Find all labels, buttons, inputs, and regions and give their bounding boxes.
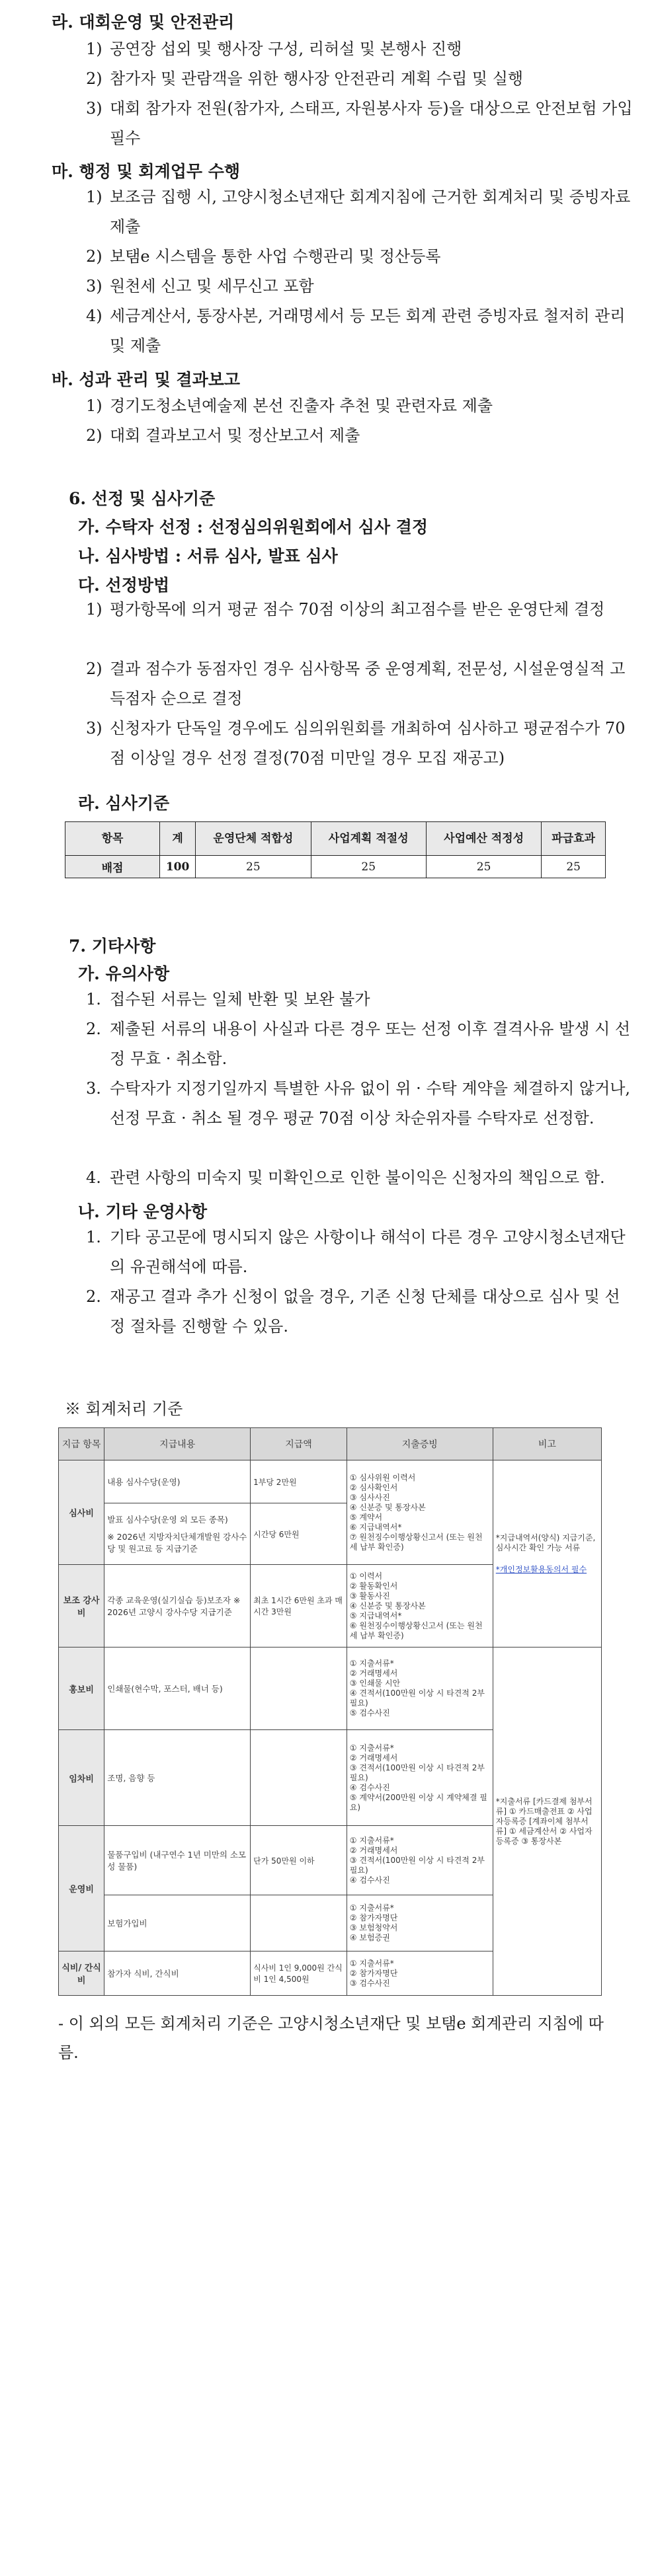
category-cell: 홍보비	[59, 1648, 104, 1730]
table-cell: 내용 심사수당(운영)	[104, 1460, 251, 1503]
table-cell: 1부당 2만원	[251, 1460, 347, 1503]
table-header-cell: 운영단체 적합성	[196, 822, 311, 856]
table-row	[59, 1460, 602, 1503]
evidence-cell	[347, 1951, 493, 1996]
evidence-line: ⑥ 지급내역서*	[349, 1522, 402, 1532]
sub-heading-ga: 가. 유의사항	[78, 964, 170, 983]
list-item: 4. 관련 사항의 미숙지 및 미확인으로 인한 불이익은 신청자의 책임으로 함.	[86, 1168, 605, 1187]
table-header-cell: 사업계획 적절성	[311, 822, 426, 856]
table-header-cell: 파급효과	[542, 822, 606, 856]
criteria-table	[65, 821, 606, 878]
privacy-consent-link[interactable]: *개인정보활용동의서 필수	[495, 1564, 587, 1574]
evidence-line: ③ 보험청약서	[349, 1923, 398, 1932]
accounting-note: - 이 외의 모든 회계처리 기준은 고양시청소년재단 및 보탬e 회계관리 지침에 따름.	[58, 2014, 604, 2062]
table-cell: 25	[196, 856, 311, 878]
table-row	[65, 856, 606, 878]
table-header-row	[65, 822, 606, 856]
table-cell: 단가 50만원 이하	[251, 1826, 347, 1895]
evidence-line: ① 지출서류*	[349, 1903, 394, 1913]
table-cell: 25	[542, 856, 606, 878]
table-cell: 참가자 식비, 간식비	[104, 1951, 251, 1996]
evidence-line: ④ 검수사진	[349, 1782, 390, 1792]
evidence-line: ① 지출서류*	[349, 1835, 394, 1845]
evidence-cell	[347, 1565, 493, 1648]
table-header-cell: 항목	[65, 822, 160, 856]
list-item: 1. 접수된 서류는 일체 반환 및 보완 불가	[86, 990, 370, 1008]
evidence-line: ⑥ 원천징수이행상황신고서 (또는 원천세 납부 확인증)	[349, 1620, 483, 1640]
evidence-line: ② 거래명세서	[349, 1845, 398, 1855]
sub-heading-na: 나. 기타 운영사항	[78, 1202, 208, 1221]
list-item: 3. 수탁자가 지정기일까지 특별한 사유 없이 위 · 수탁 계약을 체결하지 않거나, 선정 무효 · 취소 될 경우 평균 70점 이상 차순위자를 수탁자로 선정함.	[86, 1079, 631, 1127]
list-item: 3) 대회 참가자 전원(참가자, 스태프, 자원봉사자 등)을 대상으로 안전보험 가입 필수	[86, 99, 633, 147]
category-cell: 운영비	[59, 1826, 104, 1951]
sub-heading-ga: 가. 수탁자 선정 : 선정심의위원회에서 심사 결정	[78, 517, 429, 537]
evidence-cell	[347, 1460, 493, 1565]
evidence-cell	[347, 1826, 493, 1895]
table-header-cell: 비고	[493, 1428, 601, 1460]
table-cell: 물품구입비 (내구연수 1년 미만의 소모성 물품)	[104, 1826, 251, 1895]
list-item: 2) 결과 점수가 동점자인 경우 심사항목 중 운영계획, 전문성, 시설운영실적 고득점자 순으로 결정	[86, 660, 626, 708]
category-cell: 임차비	[59, 1730, 104, 1826]
accounting-table	[58, 1427, 602, 1996]
section-heading-ra: 라. 대회운영 및 안전관리	[52, 13, 235, 32]
evidence-line: ③ 검수사진	[349, 1978, 390, 1988]
evidence-line: ① 지출서류*	[349, 1743, 394, 1753]
section-heading-7: 7. 기타사항	[69, 936, 156, 956]
list-item: 4) 세금계산서, 통장사본, 거래명세서 등 모든 회계 관련 증빙자료 철저히 관리 및 제출	[86, 307, 626, 355]
list-item: 2) 보탬e 시스템을 통한 사업 수행관리 및 정산등록	[86, 247, 441, 266]
evidence-line: ② 심사확인서	[349, 1482, 398, 1492]
evidence-line: ② 참가자명단	[349, 1968, 398, 1978]
accounting-title: ※ 회계처리 기준	[65, 1400, 183, 1418]
cell-text: ※ 2026년 지방자치단체개발원 강사수당 및 원고료 등 지급기준	[107, 1532, 247, 1554]
evidence-line: ② 참가자명단	[349, 1913, 398, 1922]
evidence-line: ③ 견적서(100만원 이상 시 타견적 2부 필요)	[349, 1762, 485, 1782]
evidence-cell	[347, 1895, 493, 1951]
evidence-line: ④ 신분증 및 통장사본	[349, 1601, 426, 1610]
evidence-line: ④ 검수사진	[349, 1875, 390, 1885]
list-item: 1) 경기도청소년예술제 본선 진출자 추천 및 관련자료 제출	[86, 397, 493, 415]
table-cell	[251, 1730, 347, 1826]
evidence-line: ⑤ 계약서(200만원 이상 시 계약체결 필요)	[349, 1792, 487, 1812]
list-item: 2. 제출된 서류의 내용이 사실과 다른 경우 또는 선정 이후 결격사유 발생 시 선정 무효 · 취소함.	[86, 1020, 631, 1068]
evidence-line: ① 지출서류*	[349, 1659, 394, 1668]
list-item: 2) 참가자 및 관람객을 위한 행사장 안전관리 계획 수립 및 실행	[86, 69, 524, 88]
category-cell: 보조 강사비	[59, 1565, 104, 1648]
cell-text: 발표 심사수당(운영 외 모든 종목)	[107, 1515, 228, 1525]
section-heading-ma: 마. 행정 및 회계업무 수행	[52, 162, 241, 181]
evidence-line: ① 지출서류*	[349, 1958, 394, 1968]
evidence-line: ② 거래명세서	[349, 1753, 398, 1762]
evidence-cell	[347, 1730, 493, 1826]
evidence-line: ④ 보험증권	[349, 1933, 390, 1942]
remark-cell	[493, 1460, 601, 1648]
evidence-line: ⑤ 계약서	[349, 1512, 383, 1522]
category-cell: 식비/ 간식비	[59, 1951, 104, 1996]
table-cell	[251, 1648, 347, 1730]
evidence-line: ④ 신분증 및 통장사본	[349, 1502, 426, 1512]
sub-heading-ra: 라. 심사기준	[78, 794, 170, 813]
evidence-line: ③ 견적서(100만원 이상 시 타견적 2부 필요)	[349, 1855, 485, 1875]
evidence-line: ③ 인쇄물 시안	[349, 1679, 401, 1688]
remark-text: *지급내역서(양식) 지급기준, 심사시간 확인 가능 서류	[495, 1533, 596, 1552]
table-row	[59, 1648, 602, 1730]
table-cell: 조명, 음향 등	[104, 1730, 251, 1826]
list-item: 1) 평가항목에 의거 평균 점수 70점 이상의 최고점수를 받은 운영단체 결정	[86, 600, 605, 619]
evidence-line: ② 거래명세서	[349, 1669, 398, 1678]
table-header-cell: 지출증빙	[347, 1428, 493, 1460]
table-cell: 배점	[65, 856, 160, 878]
list-item: 2. 재공고 결과 추가 신청이 없을 경우, 기존 신청 단체를 대상으로 심사 및 선정 절차를 진행할 수 있음.	[86, 1287, 620, 1336]
evidence-line: ② 활동확인서	[349, 1581, 398, 1591]
remark-text: *지출서류 [카드결제 첨부서류] ① 카드매출전표 ② 사업자등록증 [계좌이체 첨부서류] ① 세금계산서 ② 사업자등록증 ③ 통장사본	[495, 1796, 593, 1846]
evidence-line: ⑤ 검수사진	[349, 1708, 390, 1718]
table-cell: 100	[160, 856, 196, 878]
table-cell: 25	[311, 856, 426, 878]
remark-cell	[493, 1648, 601, 1996]
evidence-line: ④ 견적서(100만원 이상 시 타견적 2부 필요)	[349, 1688, 485, 1708]
sub-heading-da: 다. 선정방법	[78, 576, 170, 595]
section-heading-ba: 바. 성과 관리 및 결과보고	[52, 370, 241, 389]
table-header-cell: 사업예산 적정성	[426, 822, 541, 856]
list-item: 3) 원천세 신고 및 세무신고 포함	[86, 277, 314, 295]
list-item: 1) 공연장 섭외 및 행사장 구성, 리허설 및 본행사 진행	[86, 40, 462, 58]
table-header-cell: 지급액	[251, 1428, 347, 1460]
list-item: 1. 기타 공고문에 명시되지 않은 사항이나 해석이 다른 경우 고양시청소년재단의 유권해석에 따름.	[86, 1228, 626, 1276]
table-cell: 보험가입비	[104, 1895, 251, 1951]
evidence-line: ① 심사위원 이력서	[349, 1472, 416, 1482]
list-item: 1) 보조금 집행 시, 고양시청소년재단 회계지침에 근거한 회계처리 및 증빙자료 제출	[86, 188, 631, 236]
table-header-cell: 지급 항목	[59, 1428, 104, 1460]
sub-heading-na: 나. 심사방법 : 서류 심사, 발표 심사	[78, 547, 338, 566]
table-cell	[251, 1895, 347, 1951]
list-item: 3) 신청자가 단독일 경우에도 심의위원회를 개최하여 심사하고 평균점수가 70점 이상일 경우 선정 결정(70점 미만일 경우 모집 재공고)	[86, 719, 626, 767]
table-header-cell: 지급내용	[104, 1428, 251, 1460]
evidence-line: ① 이력서	[349, 1571, 383, 1581]
table-header-row	[59, 1428, 602, 1460]
table-cell: 인쇄물(현수막, 포스터, 배너 등)	[104, 1648, 251, 1730]
evidence-line: ③ 활동사진	[349, 1591, 390, 1601]
list-item: 2) 대회 결과보고서 및 정산보고서 제출	[86, 426, 360, 445]
table-cell: 식사비 1인 9,000원 간식비 1인 4,500원	[251, 1951, 347, 1996]
evidence-cell	[347, 1648, 493, 1730]
table-header-cell: 계	[160, 822, 196, 856]
evidence-line: ③ 심사사진	[349, 1492, 390, 1502]
evidence-line: ⑤ 지급내역서*	[349, 1610, 402, 1620]
table-cell: 25	[426, 856, 541, 878]
category-cell: 심사비	[59, 1460, 104, 1565]
table-cell: 최초 1시간 6만원 초과 매 시간 3만원	[251, 1565, 347, 1648]
evidence-line: ⑦ 원천징수이행상황신고서 (또는 원천세 납부 확인증)	[349, 1532, 483, 1552]
section-heading-6: 6. 선정 및 심사기준	[69, 489, 216, 508]
table-cell: 각종 교육운영(실기실습 등)보조자 ※ 2026년 고양시 강사수당 지급기준	[104, 1565, 251, 1648]
table-cell	[104, 1503, 251, 1565]
table-cell: 시간당 6만원	[251, 1503, 347, 1565]
